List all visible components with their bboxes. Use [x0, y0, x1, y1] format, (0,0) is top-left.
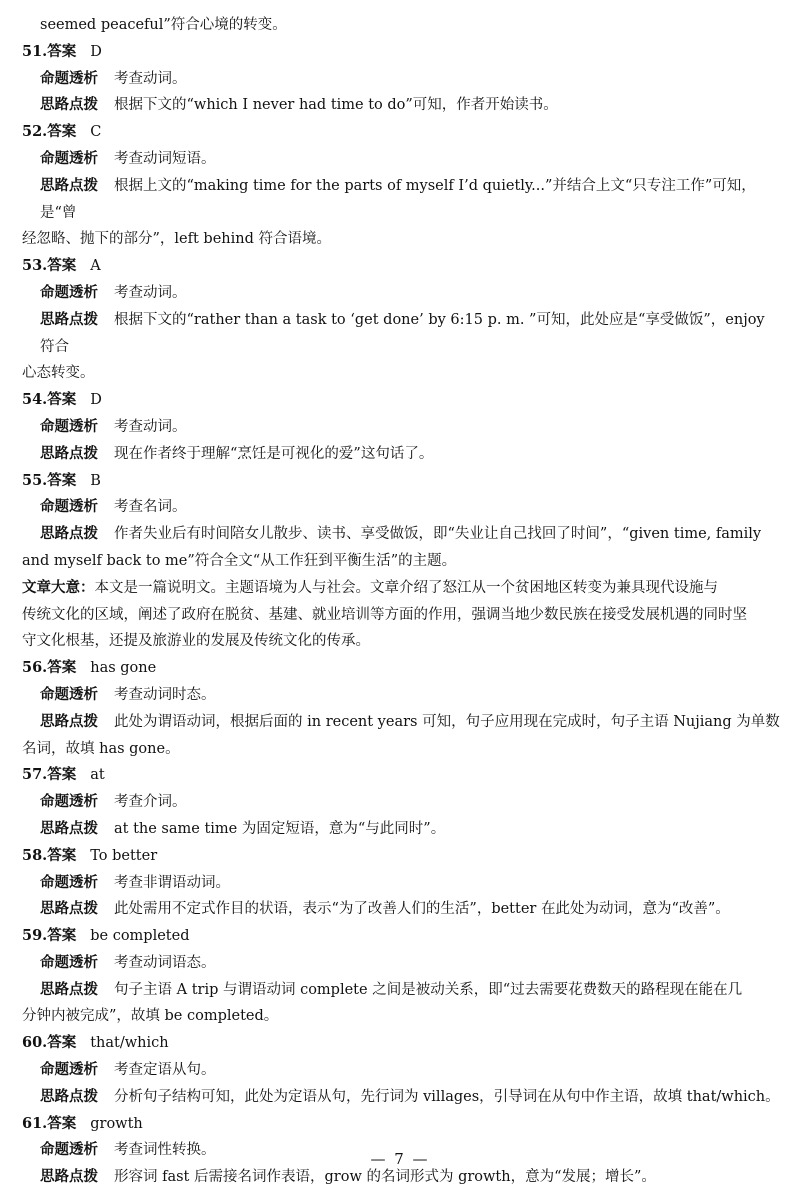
answer-value: has gone	[90, 660, 157, 677]
page-number: — 7 —	[370, 1150, 430, 1168]
explanation-line	[22, 414, 782, 441]
explanation-text: 考查动词。	[114, 70, 187, 87]
explanation-text: 根据下文的“rather than a task to ‘get done’ by 6:15 p. m. ”可知，此处应是“享受做饭”，enjoy 符合	[40, 311, 765, 355]
explanation-tag: 命题透析	[40, 793, 98, 811]
question-number: 56.	[22, 659, 48, 677]
explanation-line	[22, 977, 782, 1004]
explanation-line	[22, 1057, 782, 1084]
question-number: 57.	[22, 766, 48, 784]
explanation-text: 考查名词。	[114, 499, 187, 516]
summary-text-1: 本文是一篇说明文。主题语境为人与社会。文章介绍了怒江从一个贫困地区转变为兼具现代设施与	[94, 579, 718, 596]
explanation-line	[22, 521, 782, 548]
question-number: 51.	[22, 42, 48, 60]
question-number: 60.	[22, 1034, 48, 1052]
explanation-text: 考查动词时态。	[114, 686, 216, 703]
question-number: 58.	[22, 846, 48, 864]
explanation-tag: 命题透析	[40, 417, 98, 435]
answer-header	[22, 843, 782, 870]
explanation-tag: 思路点拨	[40, 900, 98, 918]
summary-line-2: 传统文化的区域，阐述了政府在脱贫、基建、就业培训等方面的作用，强调当地少数民族在接受发展机遇的同时坚	[22, 606, 747, 623]
top-line: seemed peaceful”符合心境的转变。	[40, 17, 287, 33]
explanation-tag: 命题透析	[40, 1061, 98, 1079]
answer-label: 答案	[47, 659, 77, 677]
explanation-line	[22, 441, 782, 468]
explanation-tag: 思路点拨	[40, 444, 98, 462]
explanation-text: 根据下文的“which I never had time to do”可知，作者开始读书。	[114, 97, 558, 114]
explanation-tag: 命题透析	[40, 283, 98, 301]
answer-header	[22, 387, 782, 414]
answer-value: at	[90, 767, 105, 784]
explanation-text: 考查动词。	[114, 284, 187, 301]
answer-header	[22, 1030, 782, 1057]
answer-header	[22, 119, 782, 146]
answer-list-2	[22, 655, 782, 1191]
answer-header	[22, 39, 782, 66]
answer-label: 答案	[47, 471, 77, 489]
explanation-line	[22, 870, 782, 897]
explanation-line	[22, 173, 782, 227]
answer-value: D	[90, 392, 102, 409]
explanation-tag: 命题透析	[40, 149, 98, 167]
answer-value: To better	[90, 847, 158, 864]
answer-value: A	[90, 258, 101, 275]
explanation-continuation	[22, 226, 782, 253]
answer-label: 答案	[47, 927, 77, 945]
explanation-line	[22, 816, 782, 843]
question-number: 55.	[22, 471, 48, 489]
explanation-text: at the same time 为固定短语，意为“与此同时”。	[114, 820, 446, 837]
answer-value: that/which	[90, 1035, 169, 1052]
explanation-text: and myself back to me”符合全文“从工作狂到平衡生活”的主题。	[22, 552, 457, 569]
answer-list-1	[22, 39, 782, 575]
explanation-line	[22, 709, 782, 736]
explanation-text: 分析句子结构可知，此处为定语从句，先行词为 villages，引导词在从句中作主语，故填 that/which。	[114, 1088, 780, 1105]
explanation-text: 考查动词短语。	[114, 150, 216, 167]
explanation-line	[22, 896, 782, 923]
answer-value: be completed	[90, 928, 190, 945]
explanation-tag: 命题透析	[40, 873, 98, 891]
answer-value: C	[90, 124, 102, 141]
explanation-line	[22, 1164, 782, 1191]
explanation-text: 考查介词。	[114, 794, 187, 811]
explanation-text: 心态转变。	[22, 365, 95, 382]
explanation-text: 作者失业后有时间陪女儿散步、读书、享受做饭，即“失业让自己找回了时间”，“given time, family	[114, 526, 762, 543]
explanation-tag: 思路点拨	[40, 819, 98, 837]
explanation-text: 考查动词。	[114, 418, 187, 435]
answer-value: B	[90, 472, 101, 489]
explanation-tag: 思路点拨	[40, 310, 98, 328]
explanation-tag: 思路点拨	[40, 980, 98, 998]
explanation-tag: 思路点拨	[40, 525, 98, 543]
answer-label: 答案	[47, 391, 77, 409]
explanation-text: 考查动词语态。	[114, 954, 216, 971]
answer-label: 答案	[47, 42, 77, 60]
answer-label: 答案	[47, 1034, 77, 1052]
explanation-text: 分钟内被完成”，故填 be completed。	[22, 1008, 279, 1025]
explanation-text: 此处需用不定式作目的状语，表示“为了改善人们的生活”，better 在此处为动词，意为“改善”。	[114, 901, 730, 918]
answer-label: 答案	[47, 766, 77, 784]
explanation-line	[22, 682, 782, 709]
summary-label: 文章大意：	[22, 578, 95, 596]
explanation-tag: 命题透析	[40, 953, 98, 971]
explanation-line	[22, 1084, 782, 1111]
answer-header	[22, 468, 782, 495]
explanation-line	[22, 280, 782, 307]
answer-label: 答案	[47, 846, 77, 864]
explanation-line	[22, 494, 782, 521]
answer-label: 答案	[47, 1114, 77, 1132]
explanation-line	[22, 66, 782, 93]
answer-header	[22, 1111, 782, 1138]
explanation-text: 经忽略、抛下的部分”，left behind 符合语境。	[22, 231, 332, 248]
answer-label: 答案	[47, 123, 77, 141]
explanation-line	[22, 146, 782, 173]
explanation-continuation	[22, 548, 782, 575]
explanation-text: 形容词 fast 后需接名词作表语，grow 的名词形式为 growth，意为“发展；增长”。	[114, 1169, 656, 1186]
explanation-tag: 思路点拨	[40, 1168, 98, 1186]
explanation-text: 句子主语 A trip 与谓语动词 complete 之间是被动关系，即“过去需要花费数天的路程现在能在几	[114, 981, 743, 998]
explanation-text: 根据上文的“making time for the parts of myself I’d quietly...”并结合上文“只专注工作”可知，是“曾	[40, 177, 756, 221]
explanation-tag: 命题透析	[40, 685, 98, 703]
explanation-tag: 思路点拨	[40, 712, 98, 730]
answer-value: growth	[90, 1115, 143, 1132]
answer-header	[22, 655, 782, 682]
question-number: 59.	[22, 927, 48, 945]
explanation-text: 考查词性转换。	[114, 1142, 216, 1159]
answer-header	[22, 253, 782, 280]
explanation-tag: 思路点拨	[40, 176, 98, 194]
explanation-continuation	[22, 736, 782, 763]
explanation-continuation	[22, 1003, 782, 1030]
explanation-text: 现在作者终于理解“烹饪是可视化的爱”这句话了。	[114, 445, 434, 462]
answer-header	[22, 923, 782, 950]
explanation-line	[22, 789, 782, 816]
question-number: 54.	[22, 391, 48, 409]
question-number: 52.	[22, 123, 48, 141]
explanation-text: 考查定语从句。	[114, 1062, 216, 1079]
question-number: 61.	[22, 1114, 48, 1132]
explanation-line	[22, 950, 782, 977]
explanation-text: 此处为谓语动词，根据后面的 in recent years 可知，句子应用现在完成时，句子主语 Nujiang 为单数	[114, 713, 780, 730]
question-number: 53.	[22, 257, 48, 275]
explanation-continuation	[22, 360, 782, 387]
summary-line-1	[22, 575, 782, 602]
explanation-text: 考查非谓语动词。	[114, 874, 230, 891]
explanation-tag: 命题透析	[40, 1141, 98, 1159]
explanation-text: 名词，故填 has gone。	[22, 740, 180, 757]
explanation-tag: 命题透析	[40, 498, 98, 516]
answer-value: D	[90, 43, 102, 60]
answer-header	[22, 762, 782, 789]
answer-label: 答案	[47, 257, 77, 275]
explanation-tag: 命题透析	[40, 69, 98, 87]
summary-line-3: 守文化根基，还提及旅游业的发展及传统文化的传承。	[22, 633, 370, 650]
explanation-tag: 思路点拨	[40, 96, 98, 114]
explanation-tag: 思路点拨	[40, 1087, 98, 1105]
explanation-line	[22, 307, 782, 361]
explanation-line	[22, 92, 782, 119]
